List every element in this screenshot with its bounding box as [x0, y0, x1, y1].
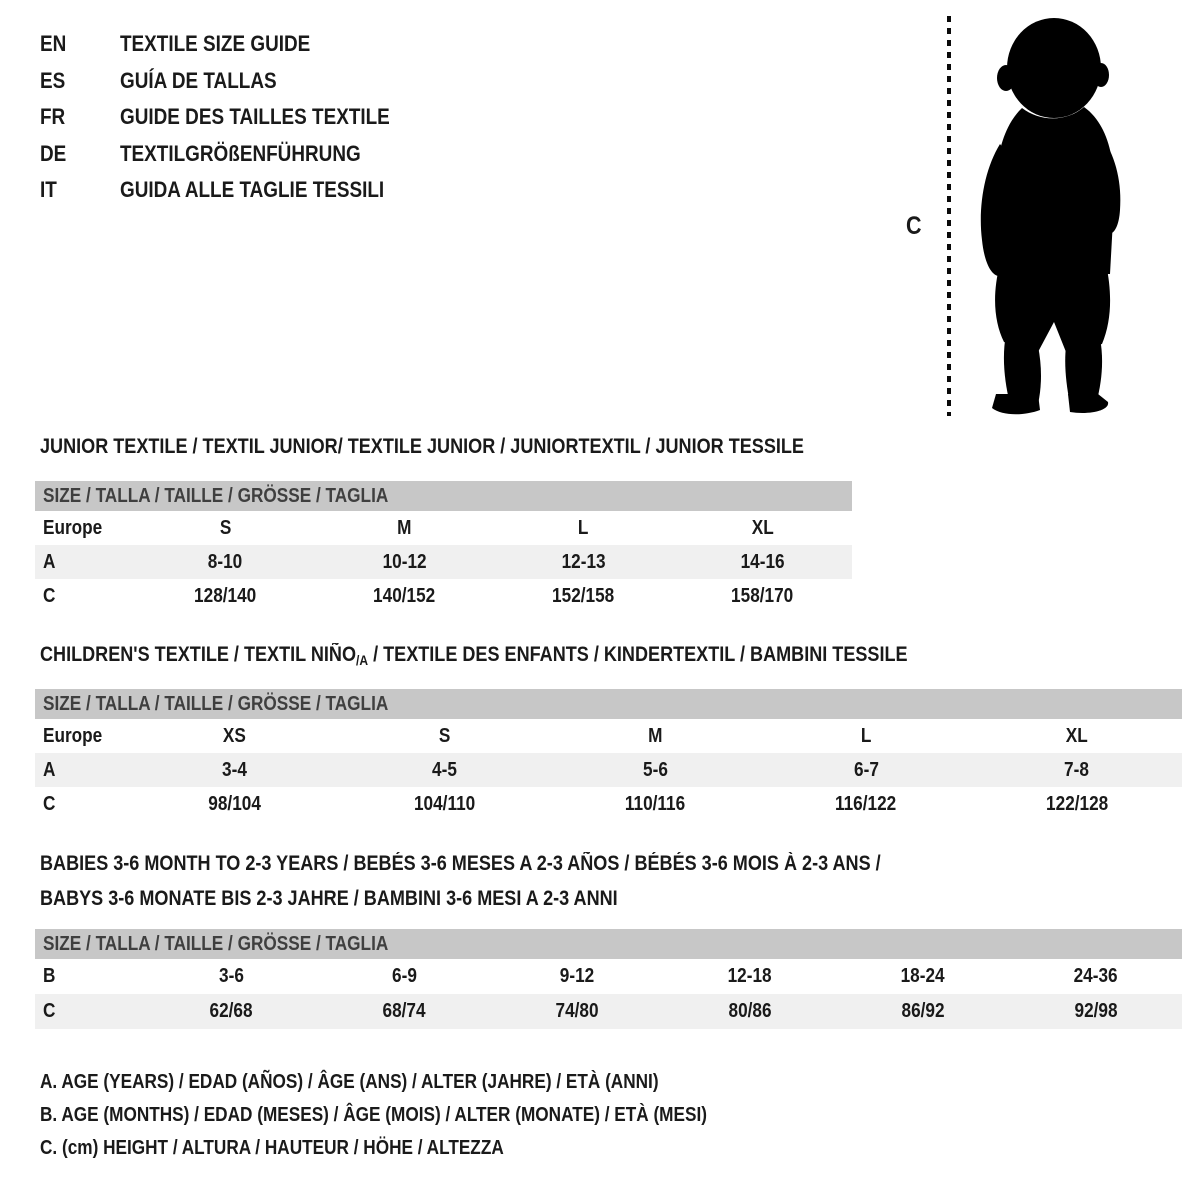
row-label: C [43, 584, 56, 607]
table-row-age [35, 545, 852, 579]
babies-section-title: BABIES 3-6 MONTH TO 2-3 YEARS / BEBÉS 3-6 MESES A 2-3 AÑOS / BÉBÉS 3-6 MOIS À 2-3 ANS / BABYS 3-6 MONATE BIS 2-3 JAHRE / BAMBINI 3-6 MESI A 2-3 ANNI [40, 852, 881, 910]
size-cell: 104/110 [414, 792, 476, 815]
size-cell: 92/98 [1074, 1000, 1118, 1022]
column-header: XS [222, 724, 246, 747]
column-header-row [35, 511, 852, 545]
row-label: A [43, 550, 56, 573]
size-cell: 110/116 [625, 792, 686, 815]
language-label: GUÍA DE TALLAS [120, 67, 277, 93]
column-header: L [860, 724, 872, 747]
language-code: IT [40, 177, 57, 203]
size-cell: 10-12 [382, 550, 427, 573]
row-label: C [43, 792, 56, 815]
column-header-row [35, 719, 1182, 753]
nino-a-subscript: /A [356, 652, 369, 668]
size-cell: 86/92 [901, 1000, 945, 1022]
legend-line-c: C. (cm) HEIGHT / ALTURA / HAUTEUR / HÖHE / ALTEZZA [40, 1137, 504, 1159]
table-row-height [35, 787, 1182, 821]
table-row-age [35, 753, 1182, 787]
language-row [40, 99, 434, 136]
column-header: XL [751, 516, 774, 539]
size-cell: 18-24 [900, 965, 945, 987]
size-header-bar [35, 481, 852, 511]
language-code: EN [40, 31, 67, 57]
column-header: S [439, 724, 451, 747]
legend [40, 1066, 816, 1165]
language-row [40, 26, 434, 63]
size-cell: 5-6 [643, 758, 668, 781]
size-header-label: SIZE / TALLA / TAILLE / GRÖSSE / TAGLIA [43, 484, 389, 507]
size-cell: 9-12 [559, 965, 595, 987]
size-cell: 158/170 [731, 584, 794, 607]
legend-line-a: A. AGE (YEARS) / EDAD (AÑOS) / ÂGE (ANS) / ALTER (JAHRE) / ETÀ (ANNI) [40, 1071, 659, 1093]
table-row-height [35, 994, 1182, 1029]
size-cell: 8-10 [208, 550, 243, 573]
baby-silhouette [962, 12, 1142, 420]
size-header-label: SIZE / TALLA / TAILLE / GRÖSSE / TAGLIA [43, 692, 389, 715]
size-cell: 3-4 [221, 758, 247, 781]
language-label: TEXTILGRÖßENFÜHRUNG [120, 140, 361, 166]
size-header-bar [35, 689, 1182, 719]
size-cell: 128/140 [194, 584, 257, 607]
size-cell: 7-8 [1064, 758, 1090, 781]
column-header: M [648, 724, 663, 747]
size-header-bar [35, 929, 1182, 959]
size-cell: 74/80 [555, 1000, 599, 1022]
size-cell: 152/158 [552, 584, 615, 607]
table-row-age-months [35, 959, 1182, 994]
language-row [40, 63, 434, 100]
size-cell: 24-36 [1073, 965, 1118, 987]
size-cell: 122/128 [1045, 792, 1108, 815]
size-cell: 12-13 [561, 550, 606, 573]
row-label: A [43, 758, 56, 781]
legend-line-b: B. AGE (MONTHS) / EDAD (MESES) / ÂGE (MOIS) / ALTER (MONATE) / ETÀ (MESI) [40, 1104, 707, 1126]
column-header: L [578, 516, 589, 539]
size-cell: 12-18 [727, 965, 772, 987]
size-cell: 14-16 [740, 550, 785, 573]
size-cell: 116/122 [835, 792, 897, 815]
size-cell: 80/86 [728, 1000, 772, 1022]
childrens-section-title: CHILDREN'S TEXTILE / TEXTIL $NIÑO_{/A}$ / TEXTILE DES ENFANTS / KINDERTEXTIL / BAMBINI TESSILE [40, 643, 908, 668]
size-cell: 68/74 [382, 1000, 426, 1022]
language-label: TEXTILE SIZE GUIDE [120, 31, 311, 57]
size-cell: 62/68 [209, 1000, 253, 1022]
language-row [40, 136, 434, 173]
size-cell: 6-7 [853, 758, 879, 781]
column-header: M [397, 516, 412, 539]
region-label: Europe [43, 724, 103, 747]
language-code: FR [40, 104, 66, 130]
language-list [40, 26, 434, 209]
row-label: C [43, 1000, 56, 1022]
size-cell: 4-5 [432, 758, 458, 781]
language-label: GUIDA ALLE TAGLIE TESSILI [120, 177, 385, 203]
size-header-label: SIZE / TALLA / TAILLE / GRÖSSE / TAGLIA [43, 932, 389, 955]
height-measure-line [947, 16, 951, 416]
size-cell: 6-9 [391, 965, 417, 987]
size-cell: 3-6 [218, 965, 244, 987]
babies-size-table [35, 929, 1182, 1029]
junior-size-table [35, 481, 852, 613]
childrens-size-table [35, 689, 1182, 821]
size-cell: 140/152 [373, 584, 436, 607]
height-measure-label: C [906, 212, 922, 240]
column-header: XL [1065, 724, 1088, 747]
language-code: ES [40, 67, 66, 93]
junior-section-title: JUNIOR TEXTILE / TEXTIL JUNIOR/ TEXTILE JUNIOR / JUNIORTEXTIL / JUNIOR TESSILE [40, 435, 804, 458]
size-cell: 98/104 [207, 792, 261, 815]
row-label: B [43, 965, 56, 987]
language-row [40, 172, 434, 209]
column-header: S [219, 516, 232, 539]
language-code: DE [40, 140, 67, 166]
region-label: Europe [43, 516, 103, 539]
table-row-height [35, 579, 852, 613]
language-label: GUIDE DES TAILLES TEXTILE [120, 104, 390, 130]
